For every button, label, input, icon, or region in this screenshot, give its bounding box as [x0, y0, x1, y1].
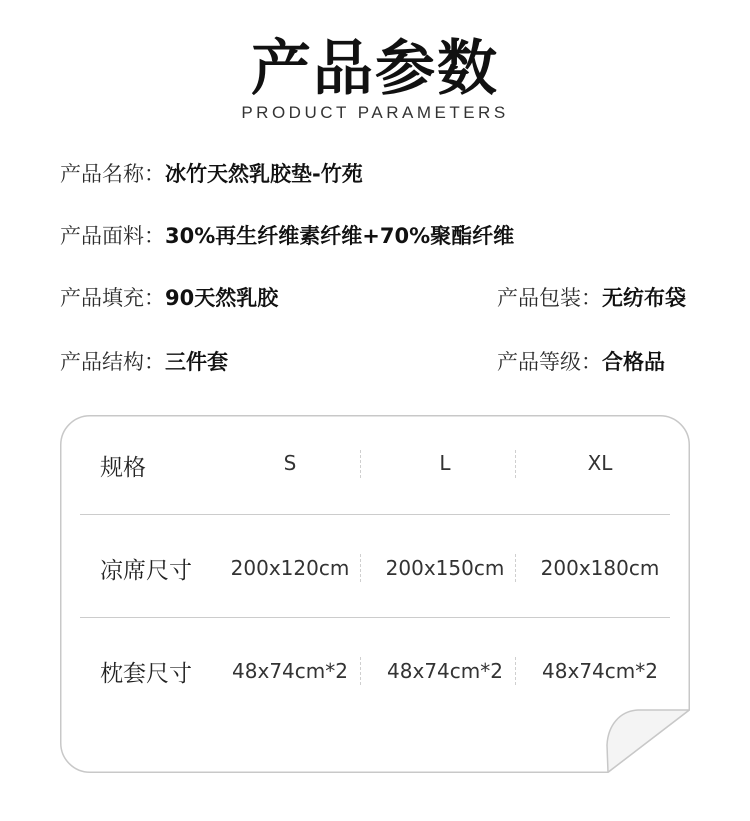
- row-header-mat-size: 凉席尺寸: [100, 558, 192, 584]
- column-divider: [360, 554, 361, 582]
- param-packaging: [497, 284, 686, 312]
- cell-size-s: S: [283, 451, 297, 475]
- column-divider: [515, 657, 516, 685]
- cell-pillowcase-size-s: 48x74cm*2: [232, 659, 348, 683]
- param-structure: [60, 348, 228, 376]
- param-name-label: 产品名称：: [60, 162, 165, 186]
- row-divider: [80, 617, 670, 618]
- cell-size-xl: XL: [587, 451, 613, 475]
- param-grade: [497, 348, 665, 376]
- param-fabric: [60, 222, 514, 250]
- column-divider: [515, 450, 516, 478]
- row-header-pillowcase-size: 枕套尺寸: [100, 661, 192, 687]
- cell-mat-size-xl: 200x180cm: [540, 556, 660, 580]
- column-divider: [360, 657, 361, 685]
- table-row: [80, 655, 670, 685]
- cell-size-l: L: [439, 451, 451, 475]
- param-grade-value: 合格品: [602, 350, 665, 374]
- param-filling: [60, 284, 278, 312]
- table-row: [80, 552, 670, 582]
- param-fabric-label: 产品面料：: [60, 224, 165, 248]
- row-header-spec: 规格: [100, 455, 146, 481]
- table-row: [80, 449, 670, 479]
- param-grade-label: 产品等级：: [497, 350, 602, 374]
- page-curl-fold: [607, 710, 689, 772]
- size-table-card: [60, 415, 690, 773]
- param-filling-label: 产品填充：: [60, 286, 165, 310]
- param-packaging-value: 无纺布袋: [602, 286, 686, 310]
- param-structure-label: 产品结构：: [60, 350, 165, 374]
- param-name-value: 冰竹天然乳胶垫-竹苑: [165, 162, 363, 186]
- column-divider: [515, 554, 516, 582]
- param-packaging-label: 产品包装：: [497, 286, 602, 310]
- page-title: 产品参数: [251, 34, 499, 104]
- cell-pillowcase-size-xl: 48x74cm*2: [542, 659, 658, 683]
- param-structure-value: 三件套: [165, 350, 228, 374]
- param-fabric-value: 30%再生纤维素纤维+70%聚酯纤维: [165, 224, 515, 248]
- param-name: [60, 160, 363, 188]
- page-subtitle: PRODUCT PARAMETERS: [241, 103, 509, 122]
- cell-mat-size-s: 200x120cm: [230, 556, 350, 580]
- param-filling-value: 90天然乳胶: [165, 286, 279, 310]
- cell-mat-size-l: 200x150cm: [385, 556, 505, 580]
- cell-pillowcase-size-l: 48x74cm*2: [387, 659, 503, 683]
- row-divider: [80, 514, 670, 515]
- column-divider: [360, 450, 361, 478]
